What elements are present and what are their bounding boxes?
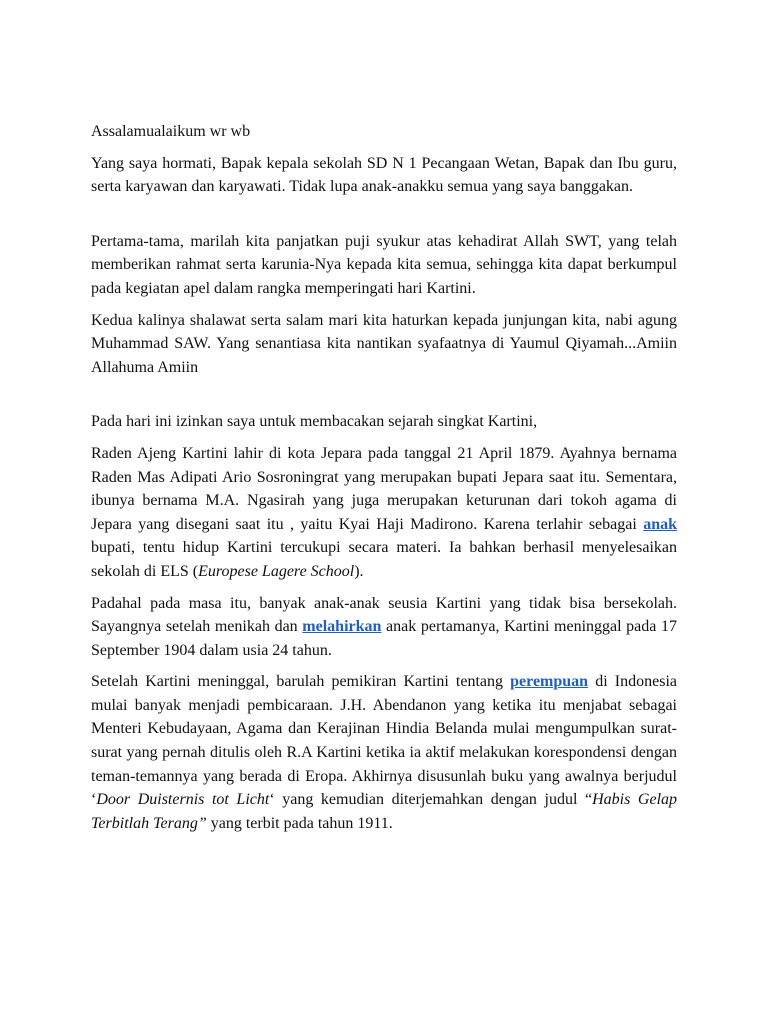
link-melahirkan[interactable]: melahirkan — [302, 618, 382, 636]
text-run: ). — [354, 562, 364, 580]
text-run: Padahal pada masa itu, banyak anak-anak seusia Kartini yang tidak bisa bersekolah. Sayangnya setelah menikah dan — [91, 594, 677, 636]
text-run: Raden Ajeng Kartini lahir di kota Jepara pada tanggal 21 April 1879. Ayahnya bernama Raden Mas Adipati Ario Sosroningrat yang merupakan bupati Jepara saat itu. Sementara, ibunya bernama M.A. Ngasirah yang juga merupakan keturunan dari tokoh agama di Jepara yang disegani saat itu , yaitu Kyai Haji Madirono. Karena terlahir sebagai — [91, 444, 677, 533]
paragraph-shalawat: Kedua kalinya shalawat serta salam mari kita haturkan kepada junjungan kita, nabi agung Muhammad SAW. Yang senantiasa kita nantikan syafaatnya di Yaumul Qiyamah...Amiin Allahuma Amiin — [91, 311, 677, 376]
italic-book-title: Door Duisternis tot Licht — [96, 791, 270, 809]
paragraph-biography — [91, 442, 677, 584]
text-run: ‘ yang kemudian diterjemahkan dengan judul “ — [269, 791, 593, 809]
text-run: yang terbit pada tahun 1911. — [206, 814, 393, 832]
text-run: Setelah Kartini meninggal, barulah pemikiran Kartini tentang — [91, 673, 511, 691]
paragraph-opening: Yang saya hormati, Bapak kepala sekolah SD N 1 Pecangaan Wetan, Bapak dan Ibu guru, serta karyawan dan karyawati. Tidak lupa anak-anakku semua yang saya banggakan. — [91, 154, 677, 196]
text-run: di Indonesia mulai banyak menjadi pembicaraan. J.H. Abendanon yang ketika itu menjabat sebagai Menteri Kebudayaan, Agama dan Kerajinan Hindia Belanda mulai mengumpulkan surat-surat yang pernah ditulis oleh R.A Kartini ketika ia aktif melakukan korespondensi dengan teman-temannya yang berada di Eropa. Akhirnya disusunlah buku yang awalnya berjudul ‘ — [91, 673, 677, 809]
italic-book-title-translation: Habis Gelap Terbitlah Terang” — [91, 791, 678, 832]
paragraph-intro: Pada hari ini izinkan saya untuk membacakan sejarah singkat Kartini, — [91, 413, 538, 431]
paragraph-death — [91, 592, 677, 663]
greeting: Assalamualaikum wr wb — [91, 123, 251, 140]
blank-line — [91, 207, 677, 230]
link-anak[interactable]: anak — [643, 515, 677, 533]
text-run: bupati, tentu hidup Kartini tercukupi secara materi. Ia bahkan berhasil menyelesaikan sekolah di ELS ( — [91, 539, 677, 580]
paragraph-legacy — [91, 670, 677, 835]
paragraph-gratitude: Pertama-tama, marilah kita panjatkan puji syukur atas kehadirat Allah SWT, yang telah memberikan rahmat serta karunia-Nya kepada kita semua, sehingga kita dapat berkumpul pada kegiatan apel dalam rangka memperingati hari Kartini. — [91, 232, 677, 297]
document-body — [91, 120, 677, 843]
link-perempuan[interactable]: perempuan — [510, 673, 589, 691]
blank-line — [91, 387, 677, 410]
italic-school-name: Europese Lagere School — [198, 562, 355, 580]
text-run: anak pertamanya, Kartini meninggal pada 17 September 1904 dalam usia 24 tahun. — [91, 618, 678, 659]
